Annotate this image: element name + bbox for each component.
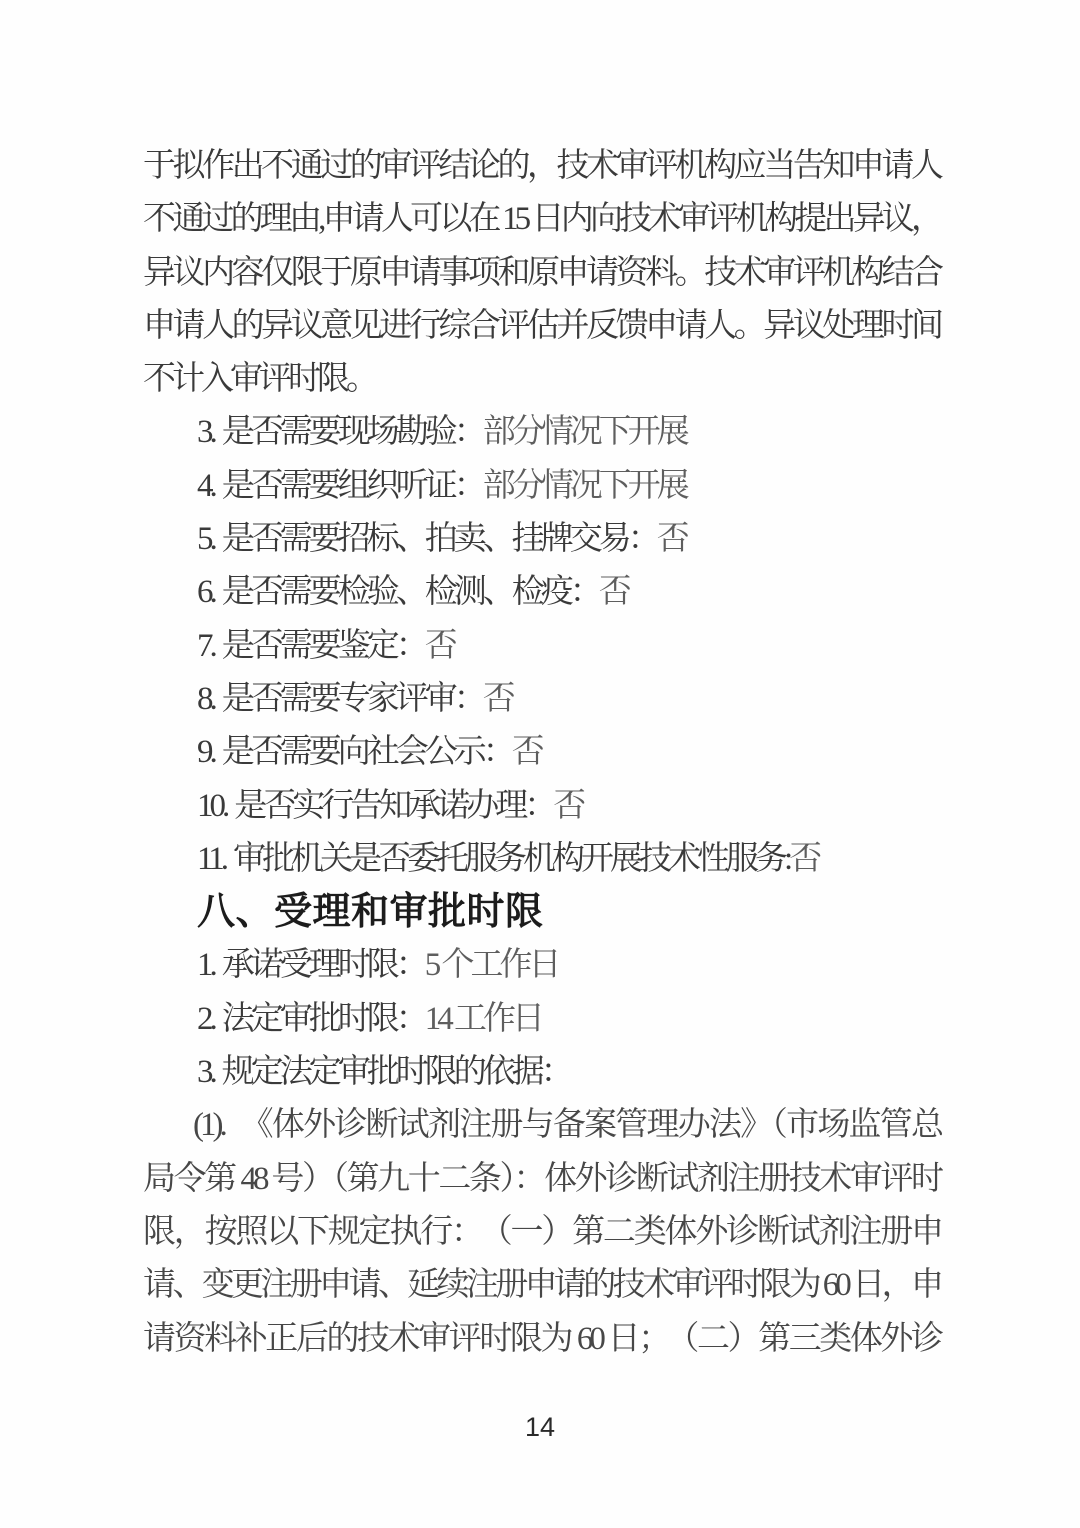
item-label: 是否需要检验、检测、检疫 xyxy=(221,574,570,611)
item-value: 否 xyxy=(424,627,454,664)
item-separator: ： xyxy=(395,627,425,664)
checklist-item-delegated-service xyxy=(143,833,940,886)
item-value: 部分情况下开展 xyxy=(482,467,686,504)
item-separator: ： xyxy=(627,521,657,558)
deadline-list xyxy=(143,939,940,1099)
item-separator: : xyxy=(784,840,790,877)
item-label: 是否需要招标、拍卖、挂牌交易 xyxy=(221,521,628,558)
item-label: 规定法定审批时限的依据 xyxy=(221,1054,541,1091)
deadline-item-basis xyxy=(143,1046,940,1099)
section-heading: 八、受理和审批时限 xyxy=(197,891,544,934)
item-separator: ： xyxy=(569,574,599,611)
item-label: 法定审批时限 xyxy=(221,1000,396,1037)
item-label: 是否需要组织听证 xyxy=(221,467,454,504)
checklist-item-public-notice xyxy=(143,726,940,779)
basis-paragraph xyxy=(143,1099,940,1365)
checklist-item-bidding xyxy=(143,513,940,566)
item-value: 否 xyxy=(553,787,583,824)
item-number: 3. xyxy=(197,1054,214,1091)
item-label: 是否实行告知承诺办理 xyxy=(234,787,525,824)
checklist-item-appraisal xyxy=(143,620,940,673)
item-value: 否 xyxy=(656,521,686,558)
paragraph-line: 限，按照以下规定执行： （一）第二类体外诊断试剂注册申 xyxy=(143,1213,940,1250)
checklist-item-site-inspection xyxy=(143,406,940,459)
item-separator: ： xyxy=(482,734,512,771)
item-number: 2. xyxy=(197,1000,214,1037)
item-value: 否 xyxy=(598,574,628,611)
item-value: 否 xyxy=(482,680,512,717)
item-separator: ： xyxy=(453,467,483,504)
item-label: 承诺受理时限 xyxy=(221,947,396,984)
item-value: 否 xyxy=(789,840,819,877)
paragraph-line: 申请人的异议意见进行综合评估并反馈申请人。异议处理时间 xyxy=(143,307,940,344)
item-value: 部分情况下开展 xyxy=(482,414,686,451)
item-number: 8. xyxy=(197,680,214,717)
paragraph-line: 请、变更注册申请、延续注册申请的技术审评时限为 60 日，申 xyxy=(143,1267,940,1304)
deadline-item-acceptance xyxy=(143,939,940,992)
item-separator: ： xyxy=(395,1000,425,1037)
item-separator: ： xyxy=(524,787,554,824)
paragraph-line: (1). 《体外诊断试剂注册与备案管理办法》（市场监管总 xyxy=(193,1107,940,1144)
checklist-item-notification-commitment xyxy=(143,780,940,833)
paragraph-line: 请资料补正后的技术审评时限为 60 日； （二）第三类体外诊 xyxy=(143,1320,940,1357)
checklist-item-testing xyxy=(143,566,940,619)
item-number: 10. xyxy=(197,787,227,824)
item-number: 1. xyxy=(197,947,214,984)
paragraph-line: 于拟作出不通过的审评结论的，技术审评机构应当告知申请人 xyxy=(143,148,940,184)
item-number: 5. xyxy=(197,521,214,558)
item-number: 6. xyxy=(197,574,214,611)
item-value: 14 工作日 xyxy=(424,1000,541,1037)
paragraph-line: 不计入审评时限。 xyxy=(143,361,375,398)
item-label: 是否需要专家评审 xyxy=(221,680,454,717)
paragraph-line: 不通过的理由,申请人可以在 15 日内向技术审评机构提出异议， xyxy=(143,201,940,238)
item-number: 4. xyxy=(197,467,214,504)
intro-paragraph xyxy=(143,140,940,406)
item-label: 是否需要鉴定 xyxy=(221,627,396,664)
item-number: 7. xyxy=(197,627,214,664)
item-label: 是否需要向社会公示 xyxy=(221,734,483,771)
checklist xyxy=(143,406,940,886)
checklist-item-hearing xyxy=(143,460,940,513)
item-separator: ： xyxy=(453,680,483,717)
page-number: 14 xyxy=(524,1412,556,1442)
item-separator: ： xyxy=(540,1054,570,1091)
item-value: 否 xyxy=(511,734,541,771)
item-number: 9. xyxy=(197,734,214,771)
item-label: 是否需要现场勘验 xyxy=(221,414,454,451)
item-label: 审批机关是否委托服务机构开展技术性服务 xyxy=(233,840,785,877)
deadline-item-statutory xyxy=(143,993,940,1046)
item-number: 11. xyxy=(197,840,226,877)
item-value: 5 个工作日 xyxy=(424,947,558,984)
item-number: 3. xyxy=(197,414,214,451)
paragraph-line: 局令第 48 号）（第九十二条）：体外诊断试剂注册技术审评时 xyxy=(143,1160,940,1197)
item-separator: ： xyxy=(395,947,425,984)
item-separator: ： xyxy=(453,414,483,451)
paragraph-line: 异议内容仅限于原申请事项和原申请资料。技术审评机构结合 xyxy=(143,254,940,291)
checklist-item-expert-review xyxy=(143,673,940,726)
